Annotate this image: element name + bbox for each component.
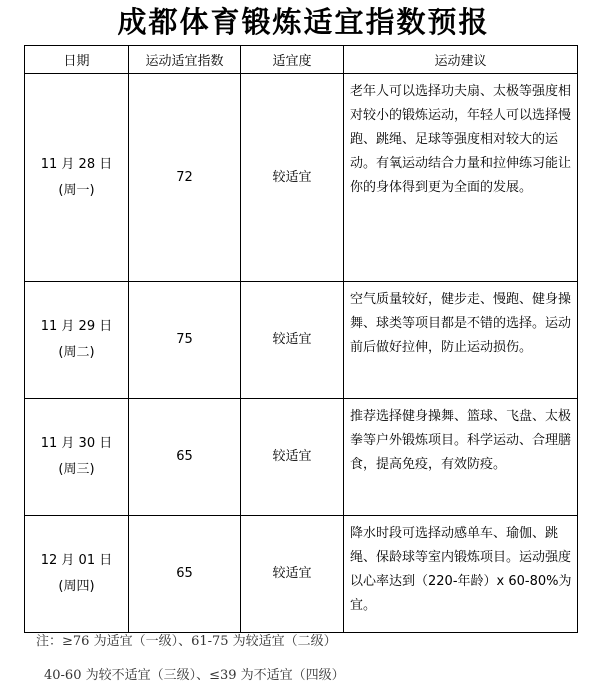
table-row [25, 399, 578, 516]
level-cell: 较适宜 [241, 282, 344, 399]
table-row [25, 282, 578, 399]
date-cell [25, 282, 129, 399]
index-cell: 65 [129, 516, 241, 633]
date-text: 11 月 28 日 [40, 156, 113, 172]
advice-cell: 推荐选择健身操舞、篮球、飞盘、太极拳等户外锻炼项目。科学运动、合理膳食，提高免疫，有效防疫。 [344, 399, 578, 516]
date-cell [25, 516, 129, 633]
date-cell [25, 74, 129, 282]
date-text: 11 月 30 日 [40, 436, 113, 451]
date-cell [25, 399, 129, 516]
weekday-text: (周三) [58, 462, 95, 477]
level-cell: 较适宜 [241, 516, 344, 633]
table-header-row [25, 46, 578, 74]
weekday-text: (周一) [58, 182, 95, 198]
header-index: 运动适宜指数 [129, 46, 241, 74]
advice-cell: 降水时段可选择动感单车、瑜伽、跳绳、保龄球等室内锻炼项目。运动强度以心率达到（220-年龄）x 60-80%为宜。 [344, 516, 578, 633]
date-text: 12 月 01 日 [40, 553, 113, 568]
header-date: 日期 [25, 46, 129, 74]
advice-cell: 老年人可以选择功夫扇、太极等强度相对较小的锻炼运动，年轻人可以选择慢跑、跳绳、足球等强度相对较大的运动。有氧运动结合力量和拉伸练习能让你的身体得到更为全面的发展。 [344, 74, 578, 282]
exercise-index-table [24, 45, 578, 633]
weekday-text: (周四) [58, 579, 95, 594]
date-text: 11 月 29 日 [40, 319, 113, 334]
legend-note-line-2: 40-60 为较不适宜（三级）、≤39 为不适宜（四级） [44, 668, 345, 683]
header-advice: 运动建议 [344, 46, 578, 74]
header-level: 适宜度 [241, 46, 344, 74]
weekday-text: (周二) [58, 345, 95, 360]
legend-note-line-1: 注：≥76 为适宜（一级）、61-75 为较适宜（二级） [36, 634, 337, 649]
index-cell: 65 [129, 399, 241, 516]
advice-cell: 空气质量较好，健步走、慢跑、健身操舞、球类等项目都是不错的选择。运动前后做好拉伸，防止运动损伤。 [344, 282, 578, 399]
level-cell: 较适宜 [241, 399, 344, 516]
table-row [25, 516, 578, 633]
table-row [25, 74, 578, 282]
page-title: 成都体育锻炼适宜指数预报 [117, 5, 490, 39]
index-cell: 72 [129, 74, 241, 282]
index-cell: 75 [129, 282, 241, 399]
level-cell: 较适宜 [241, 74, 344, 282]
